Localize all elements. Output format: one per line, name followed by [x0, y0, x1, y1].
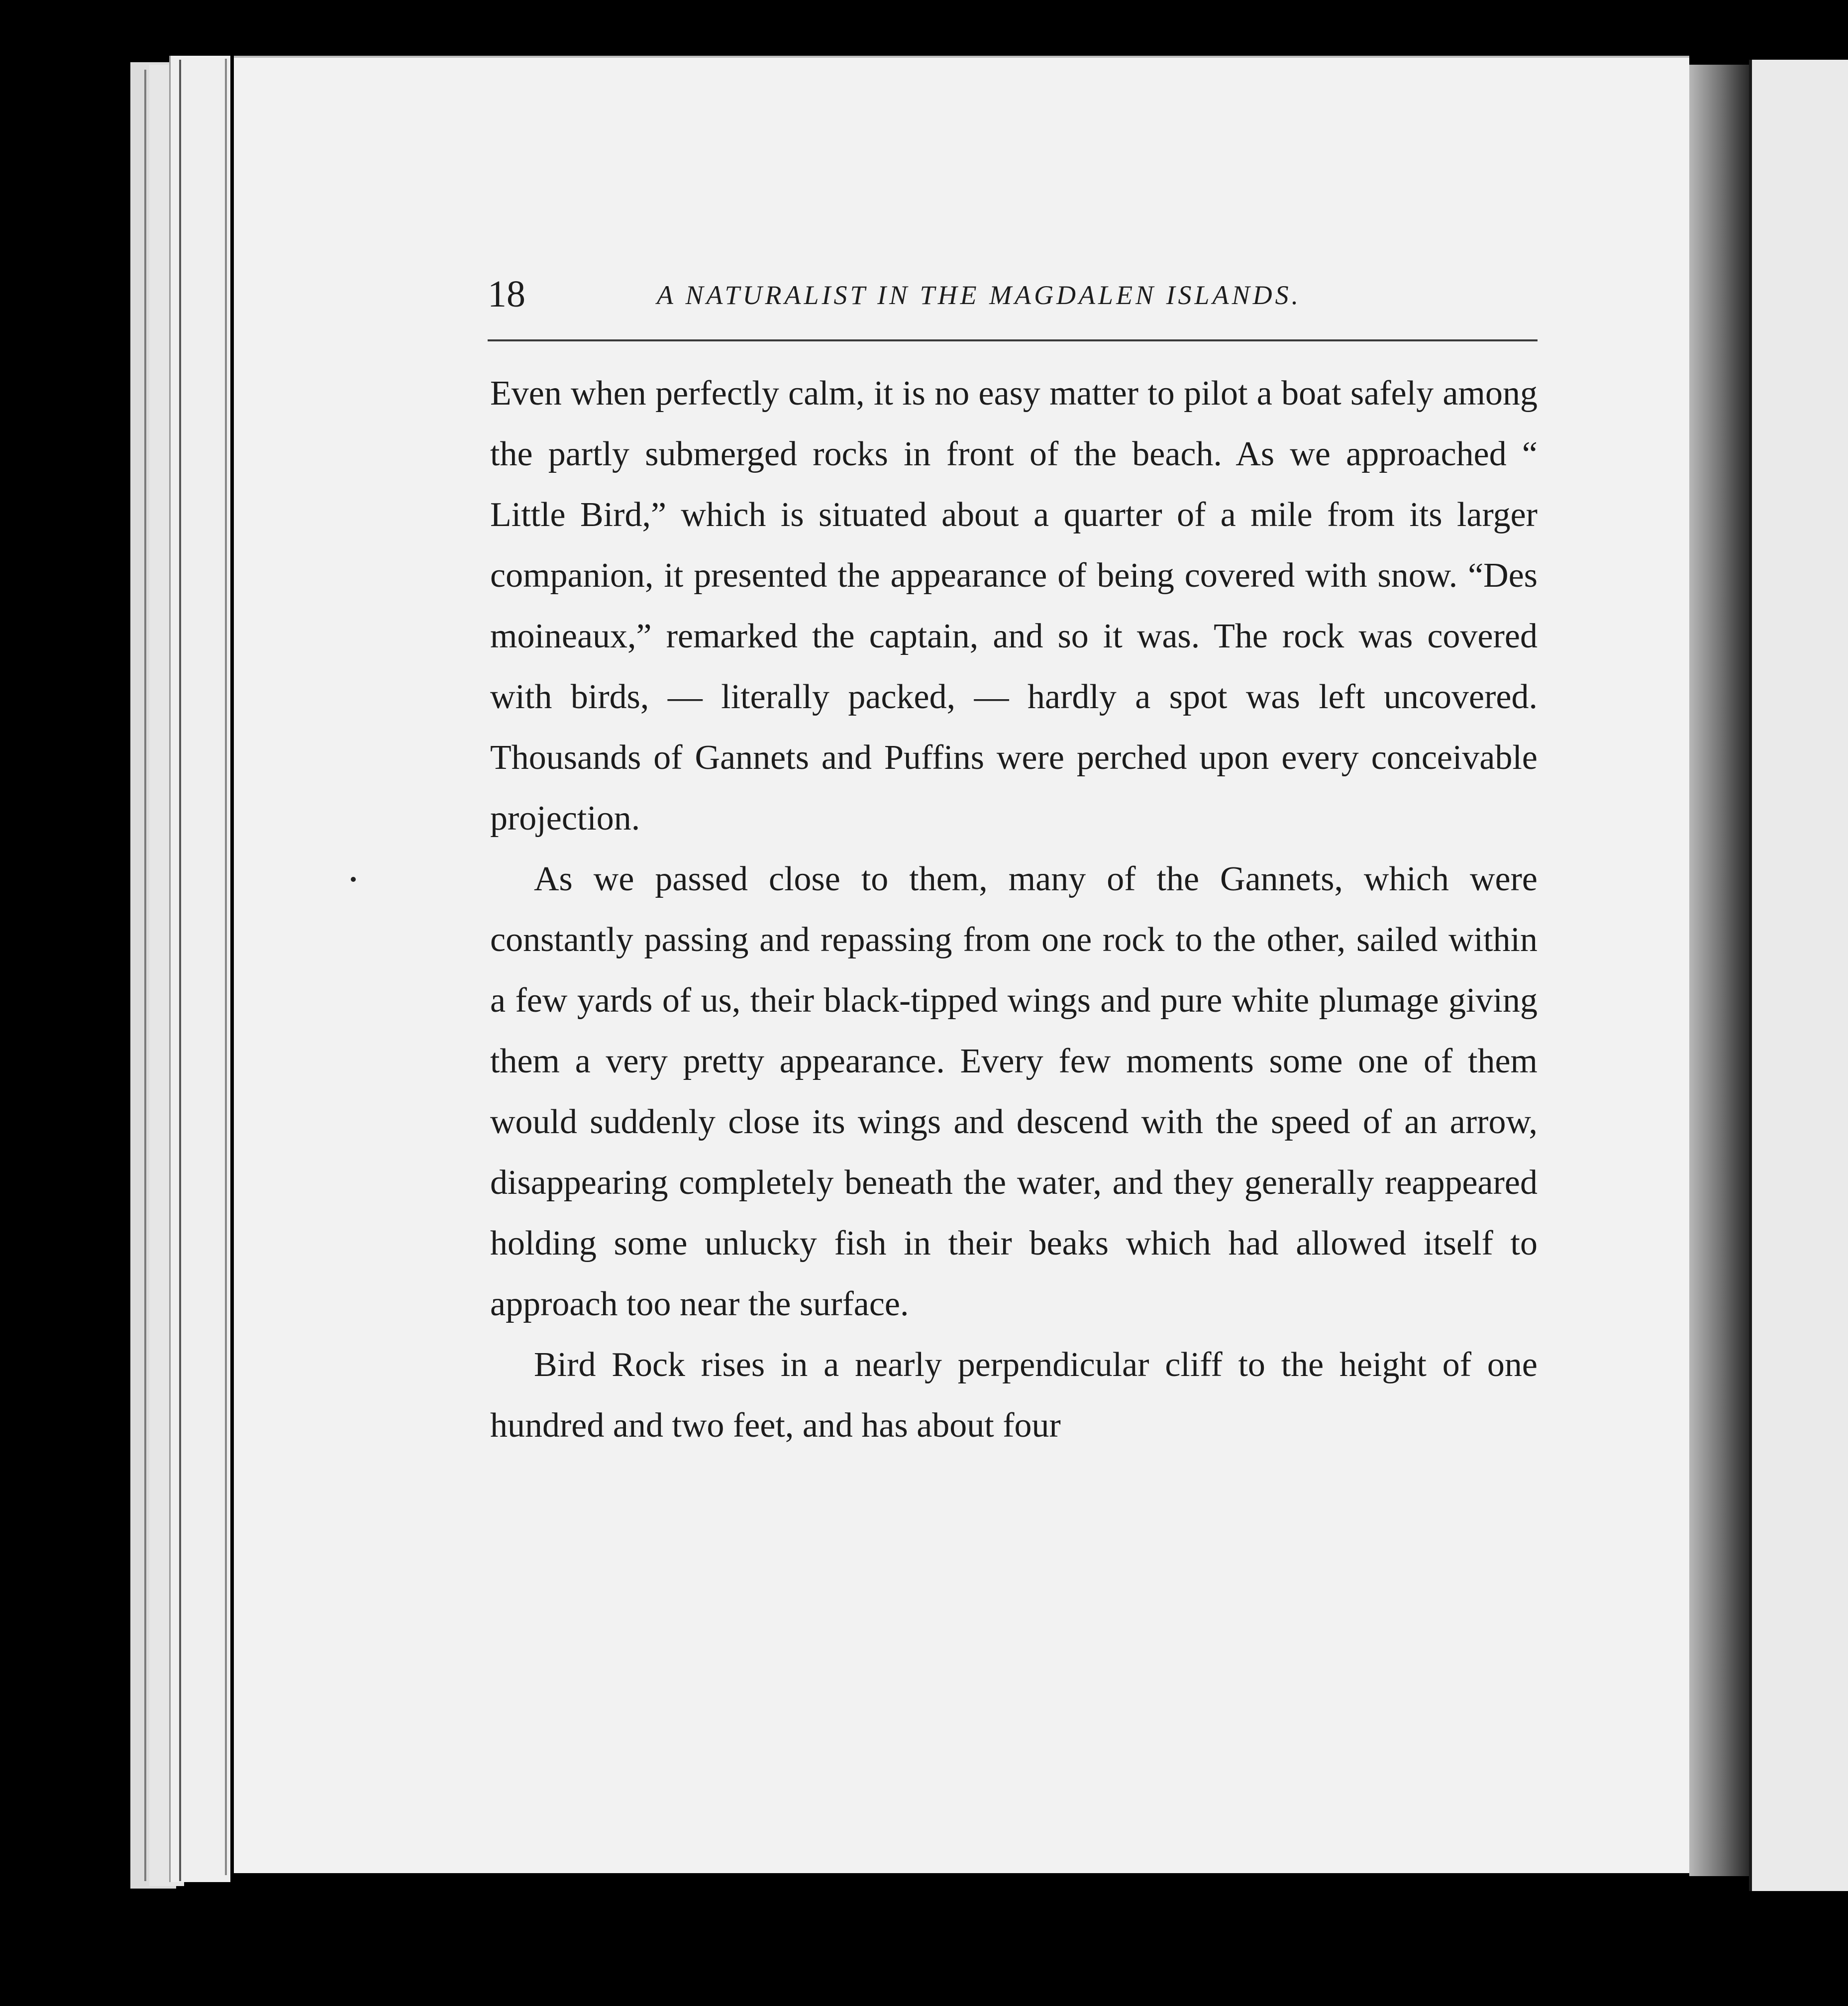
- gutter-shadow: [1689, 65, 1749, 1876]
- running-head: A NATURALIST IN THE MAGDALEN ISLANDS.: [657, 280, 1302, 310]
- dust-speck: [351, 877, 356, 882]
- header-rule: [488, 339, 1538, 341]
- page-header: [488, 273, 1538, 327]
- paragraph: Bird Rock rises in a nearly perpendicular cliff to the height of one hundred and two feet, and has about four: [490, 1346, 1538, 1445]
- paragraph: As we passed close to them, many of the Gannets, which were constantly passing and repassing from one rock to the other, sailed within a few yards of us, their black-tipped wings and pure white plumage giving them a very pretty appearance. Every few moments some one of them would suddenly close its wings and descend with the speed of an arrow, disappearing completely beneath the water, and they generally reappeared holding some unlucky fish in their beaks which had allowed itself to approach too near the surface.: [490, 860, 1538, 1323]
- page-number: 18: [488, 273, 525, 315]
- body-text: [490, 363, 1538, 1456]
- page-edge-line: [225, 59, 227, 1875]
- page-edge-line: [179, 60, 181, 1881]
- page-edge: [169, 56, 230, 1882]
- paragraph: Even when perfectly calm, it is no easy matter to pilot a boat safely among the partly submerged rocks in front of the beach. As we approached “ Little Bird,” which is situated about a quarter of a mile from its larger companion, it presented the appearance of being covered with snow. “Des moineaux,” remarked the captain, and so it was. The rock was covered with birds, — literally packed, — hardly a spot was left uncovered. Thousands of Gannets and Puffins were perched upon every conceivable projection.: [490, 374, 1538, 838]
- facing-page-edge: [1749, 60, 1848, 1891]
- page-edge-line: [144, 70, 146, 1881]
